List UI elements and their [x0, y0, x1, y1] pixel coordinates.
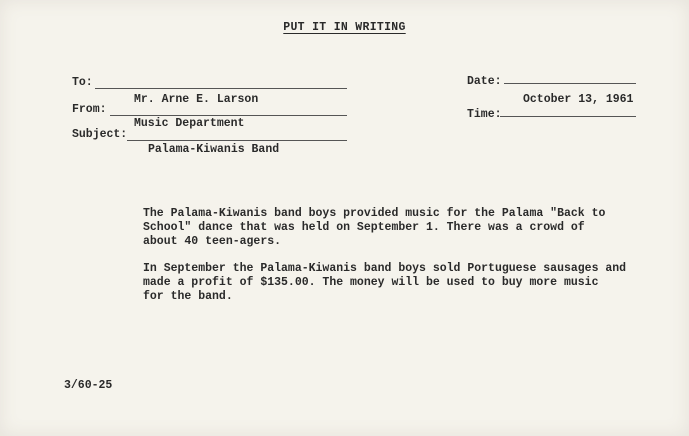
- subject-line: [127, 140, 347, 141]
- to-line: [95, 88, 347, 89]
- to-label: To:: [72, 76, 93, 89]
- time-line: [500, 116, 636, 117]
- form-number: 3/60-25: [64, 379, 113, 392]
- subject-value: Palama-Kiwanis Band: [148, 143, 280, 156]
- date-line: [504, 83, 636, 84]
- time-label: Time:: [467, 108, 502, 121]
- date-label: Date:: [467, 75, 502, 88]
- body-paragraph-2: In September the Palama-Kiwanis band boys sold Portuguese sausages and made a profit of $135.00. The money will be used to buy more music for the band.: [143, 262, 627, 303]
- from-label: From:: [72, 103, 107, 116]
- from-value: Mr. Arne E. Larson: [134, 93, 259, 106]
- date-value: October 13, 1961: [523, 93, 634, 106]
- body-paragraph-1: The Palama-Kiwanis band boys provided music for the Palama "Back to School" dance that was held on September 1. There was a crowd of about 40 teen-agers.: [143, 207, 606, 248]
- from-line: [110, 115, 347, 116]
- from-value-line2: Music Department: [134, 117, 245, 130]
- memo-title: PUT IT IN WRITING: [283, 21, 406, 34]
- subject-label: Subject:: [72, 128, 128, 141]
